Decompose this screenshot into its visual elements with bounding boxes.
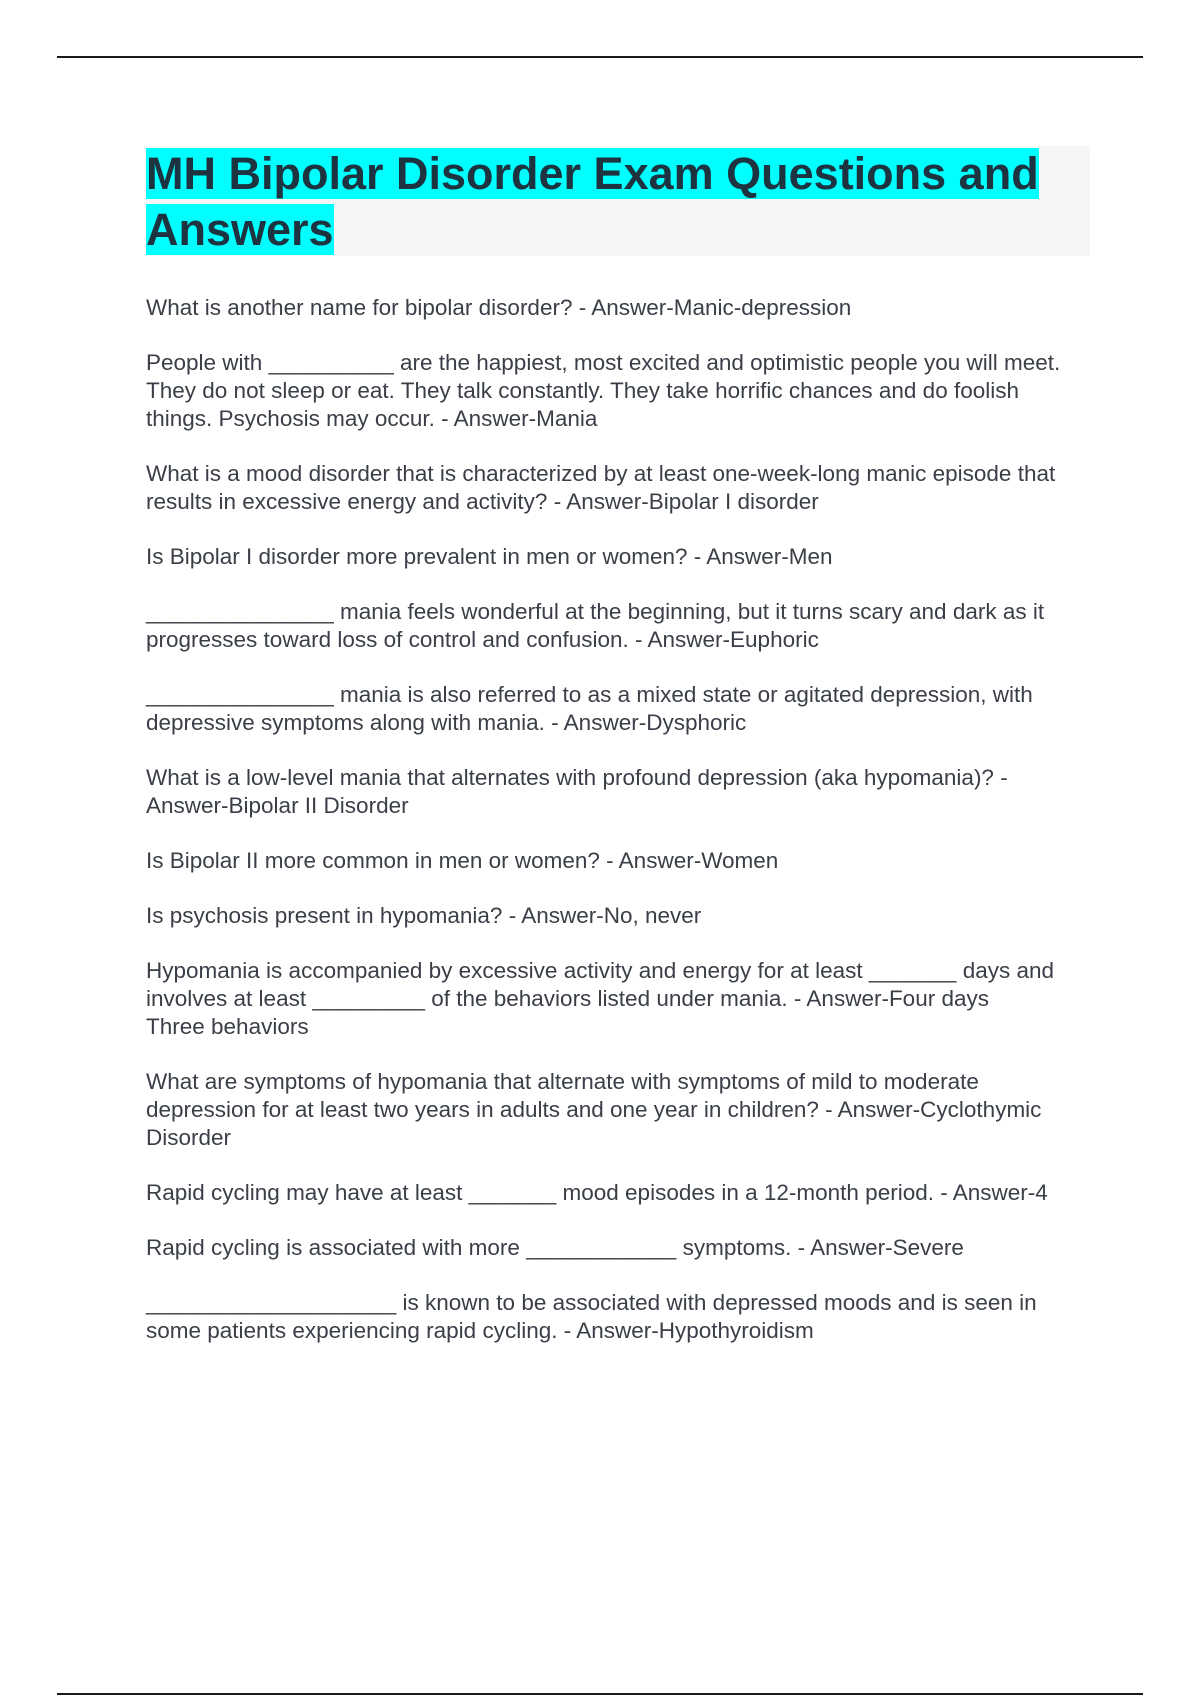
document-title <box>146 146 1090 258</box>
qa-item: Is Bipolar I disorder more prevalent in men or women? - Answer-Men <box>146 544 833 569</box>
qa-list <box>146 294 1090 1345</box>
qa-item: Is psychosis present in hypomania? - Answer-No, never <box>146 903 702 928</box>
top-divider <box>57 56 1143 58</box>
qa-item: Hypomania is accompanied by excessive activity and energy for at least _______ days and involves at least _________ of the behaviors listed under mania. - Answer-Four days Three behaviors <box>146 958 1055 1039</box>
qa-item: People with __________ are the happiest, most excited and optimistic people you will meet. They do not sleep or eat. They talk constantly. They take horrific chances and do foolish things. Psychosis may occur. - Answer-Mania <box>146 350 1061 431</box>
qa-item: What is another name for bipolar disorder? - Answer-Manic-depression <box>146 295 852 320</box>
qa-item: What is a low-level mania that alternates with profound depression (aka hypomania)? - Answer-Bipolar II Disorder <box>146 765 1008 818</box>
document-title-text: MH Bipolar Disorder Exam Questions and Answers <box>146 148 1039 255</box>
bottom-divider <box>57 1693 1143 1695</box>
qa-item: Rapid cycling may have at least _______ mood episodes in a 12-month period. - Answer-4 <box>146 1180 1048 1205</box>
qa-item: _______________ mania feels wonderful at the beginning, but it turns scary and dark as it progresses toward loss of control and confusion. - Answer-Euphoric <box>146 599 1045 652</box>
qa-item: ____________________ is known to be associated with depressed moods and is seen in some patients experiencing rapid cycling. - Answer-Hypothyroidism <box>146 1290 1037 1343</box>
qa-item: What are symptoms of hypomania that alternate with symptoms of mild to moderate depression for at least two years in adults and one year in children? - Answer-Cyclothymic Disorder <box>146 1069 1042 1150</box>
qa-item: Is Bipolar II more common in men or women? - Answer-Women <box>146 848 779 873</box>
document-body <box>146 146 1090 1372</box>
qa-item: _______________ mania is also referred to as a mixed state or agitated depression, with depressive symptoms along with mania. - Answer-Dysphoric <box>146 682 1033 735</box>
title-block <box>146 146 1090 256</box>
qa-item: Rapid cycling is associated with more ____________ symptoms. - Answer-Severe <box>146 1235 964 1260</box>
qa-item: What is a mood disorder that is characterized by at least one-week-long manic episode that results in excessive energy and activity? - Answer-Bipolar I disorder <box>146 461 1056 514</box>
